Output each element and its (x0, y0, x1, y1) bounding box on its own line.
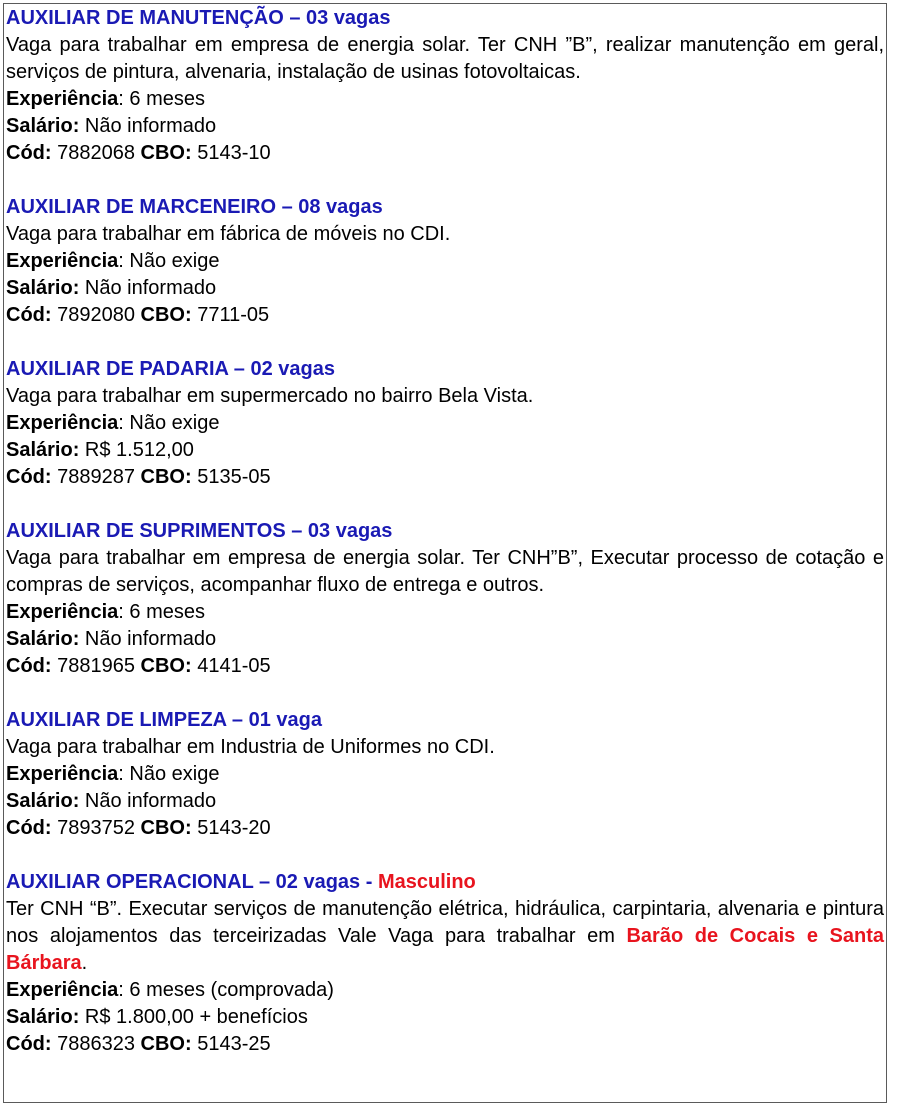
job-listing (6, 5, 884, 167)
job-code (6, 140, 884, 167)
cbo-value: 5135-05 (191, 466, 271, 488)
experience-label: Experiência (6, 979, 119, 1001)
job-code (6, 464, 884, 491)
cbo-label: CBO: (140, 304, 192, 326)
job-experience (6, 977, 884, 1004)
cbo-label: CBO: (140, 655, 192, 677)
salary-value: R$ 1.800,00 + benefícios (79, 1006, 308, 1028)
code-value: 7893752 (51, 817, 141, 839)
job-title (6, 869, 884, 896)
job-listing (6, 356, 884, 491)
job-title: AUXILIAR DE LIMPEZA – 01 vaga (6, 709, 322, 731)
cbo-value: 5143-10 (191, 142, 271, 164)
job-description-text: Ter CNH “B”. Executar serviços de manutenção elétrica, hidráulica, carpintaria, alvenaria e pintura nos alojamentos das terceirizadas Vale Vaga para trabalhar em (6, 898, 884, 947)
job-experience (6, 761, 884, 788)
job-experience (6, 248, 884, 275)
salary-label: Salário: (6, 1006, 80, 1028)
job-title-text: AUXILIAR OPERACIONAL – 02 vagas - (6, 871, 378, 893)
salary-value: Não informado (79, 277, 217, 299)
experience-label: Experiência (6, 601, 119, 623)
experience-value: : 6 meses (comprovada) (118, 979, 334, 1001)
job-experience (6, 410, 884, 437)
salary-value: Não informado (79, 628, 217, 650)
experience-value: : 6 meses (118, 88, 205, 110)
job-experience (6, 86, 884, 113)
code-value: 7882068 (51, 142, 141, 164)
job-salary (6, 788, 884, 815)
cbo-value: 4141-05 (191, 655, 271, 677)
job-description-highlight: Barão de Cocais e Santa Bárbara (6, 925, 884, 974)
job-code (6, 1031, 884, 1058)
cbo-label: CBO: (140, 817, 192, 839)
job-title-highlight: Masculino (377, 871, 476, 893)
salary-label: Salário: (6, 277, 80, 299)
cbo-value: 5143-25 (191, 1033, 271, 1055)
code-value: 7889287 (51, 466, 141, 488)
job-code (6, 653, 884, 680)
code-label: Cód: (6, 817, 52, 839)
job-experience (6, 599, 884, 626)
code-label: Cód: (6, 142, 52, 164)
job-salary (6, 437, 884, 464)
experience-label: Experiência (6, 412, 119, 434)
salary-value: R$ 1.512,00 (79, 439, 194, 461)
job-listing (6, 194, 884, 329)
job-description: Vaga para trabalhar em Industria de Uniformes no CDI. (6, 736, 495, 758)
job-salary (6, 275, 884, 302)
job-title: AUXILIAR DE SUPRIMENTOS – 03 vagas (6, 520, 393, 542)
job-salary (6, 626, 884, 653)
salary-value: Não informado (79, 790, 217, 812)
job-description (6, 896, 884, 977)
cbo-label: CBO: (140, 1033, 192, 1055)
experience-value: : Não exige (118, 763, 220, 785)
experience-value: : Não exige (118, 250, 220, 272)
experience-label: Experiência (6, 250, 119, 272)
job-listing (6, 869, 884, 1058)
cbo-label: CBO: (140, 466, 192, 488)
job-listings (6, 5, 884, 1085)
job-salary (6, 113, 884, 140)
job-description: Vaga para trabalhar em supermercado no bairro Bela Vista. (6, 385, 534, 407)
code-label: Cód: (6, 304, 52, 326)
salary-label: Salário: (6, 439, 80, 461)
experience-value: : Não exige (118, 412, 220, 434)
salary-value: Não informado (79, 115, 217, 137)
experience-label: Experiência (6, 763, 119, 785)
code-label: Cód: (6, 655, 52, 677)
job-listing (6, 707, 884, 842)
code-label: Cód: (6, 466, 52, 488)
job-title: AUXILIAR DE MANUTENÇÃO – 03 vagas (6, 7, 391, 29)
experience-label: Experiência (6, 88, 119, 110)
code-label: Cód: (6, 1033, 52, 1055)
code-value: 7881965 (51, 655, 141, 677)
job-code (6, 302, 884, 329)
job-code (6, 815, 884, 842)
cbo-label: CBO: (140, 142, 192, 164)
salary-label: Salário: (6, 790, 80, 812)
experience-value: : 6 meses (118, 601, 205, 623)
job-description: Vaga para trabalhar em empresa de energia solar. Ter CNH ”B”, realizar manutenção em geral, serviços de pintura, alvenaria, instalação de usinas fotovoltaicas. (6, 34, 884, 83)
job-description: Vaga para trabalhar em fábrica de móveis no CDI. (6, 223, 451, 245)
salary-label: Salário: (6, 628, 80, 650)
cbo-value: 5143-20 (191, 817, 271, 839)
job-listing (6, 518, 884, 680)
job-salary (6, 1004, 884, 1031)
job-description: Vaga para trabalhar em empresa de energia solar. Ter CNH”B”, Executar processo de cotação e compras de serviços, acompanhar fluxo de entrega e outros. (6, 547, 884, 596)
cbo-value: 7711-05 (191, 304, 270, 326)
job-title: AUXILIAR DE PADARIA – 02 vagas (6, 358, 335, 380)
job-description-end: . (81, 952, 88, 974)
job-title: AUXILIAR DE MARCENEIRO – 08 vagas (6, 196, 383, 218)
salary-label: Salário: (6, 115, 80, 137)
code-value: 7892080 (51, 304, 141, 326)
code-value: 7886323 (51, 1033, 141, 1055)
